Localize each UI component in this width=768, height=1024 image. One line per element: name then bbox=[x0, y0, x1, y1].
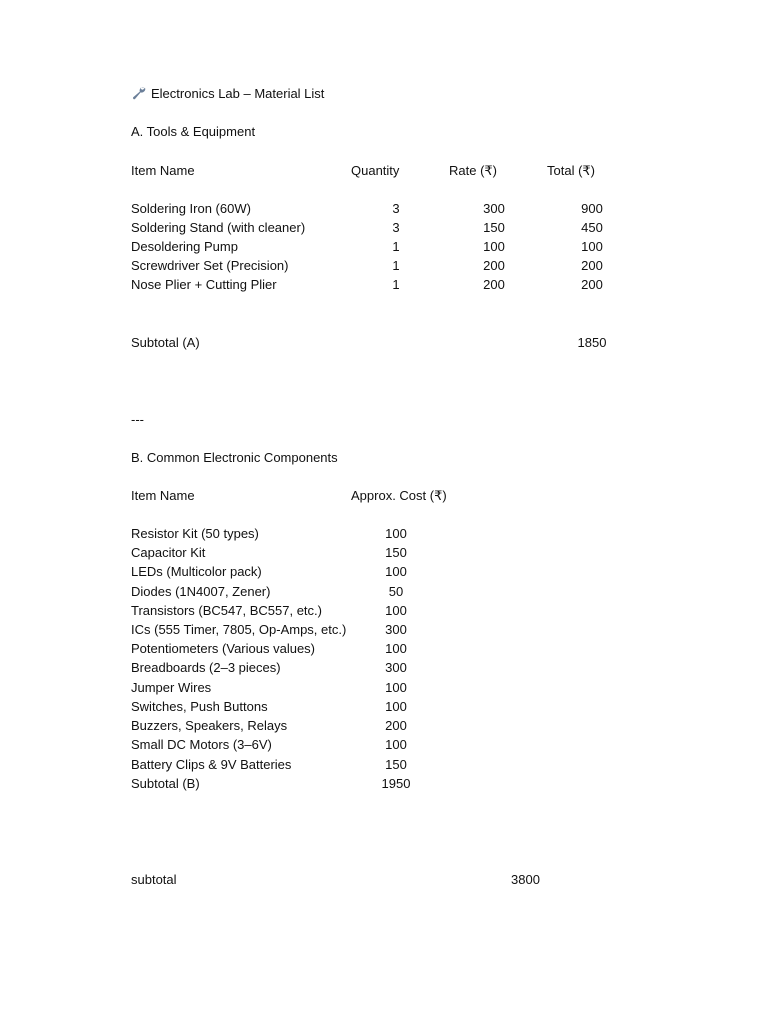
column-header-item-name: Item Name bbox=[131, 163, 195, 178]
subtotal-a-value: 1850 bbox=[577, 335, 607, 350]
item-quantity: 1 bbox=[392, 258, 400, 273]
item-name: Screwdriver Set (Precision) bbox=[131, 258, 289, 273]
column-header-quantity: Quantity bbox=[351, 163, 400, 178]
item-name: Small DC Motors (3–6V) bbox=[131, 737, 272, 752]
item-quantity: 1 bbox=[392, 277, 400, 292]
item-cost: 100 bbox=[385, 699, 407, 714]
item-total: 200 bbox=[581, 258, 603, 273]
item-name: Battery Clips & 9V Batteries bbox=[131, 757, 292, 772]
item-quantity: 3 bbox=[392, 201, 400, 216]
item-name: Resistor Kit (50 types) bbox=[131, 526, 259, 541]
item-rate: 300 bbox=[483, 201, 505, 216]
item-cost: 200 bbox=[385, 718, 407, 733]
item-name: Capacitor Kit bbox=[131, 545, 206, 560]
item-name: Soldering Iron (60W) bbox=[131, 201, 251, 216]
subtotal-b-value: 1950 bbox=[381, 776, 411, 791]
item-total: 100 bbox=[581, 239, 603, 254]
grand-total-label: subtotal bbox=[131, 872, 177, 887]
item-name: ICs (555 Timer, 7805, Op-Amps, etc.) bbox=[131, 622, 347, 637]
wrench-icon bbox=[131, 86, 147, 100]
item-cost: 100 bbox=[385, 737, 407, 752]
item-total: 200 bbox=[581, 277, 603, 292]
subtotal-b-label: Subtotal (B) bbox=[131, 776, 200, 791]
item-quantity: 3 bbox=[392, 220, 400, 235]
item-name: Switches, Push Buttons bbox=[131, 699, 268, 714]
column-header-rate: Rate (₹) bbox=[449, 163, 498, 178]
item-cost: 300 bbox=[385, 622, 407, 637]
item-name: Nose Plier + Cutting Plier bbox=[131, 277, 277, 292]
subtotal-a-label: Subtotal (A) bbox=[131, 335, 200, 350]
item-name: Transistors (BC547, BC557, etc.) bbox=[131, 603, 322, 618]
item-cost: 100 bbox=[385, 680, 407, 695]
column-header-approx-cost: Approx. Cost (₹) bbox=[351, 488, 447, 503]
item-total: 450 bbox=[581, 220, 603, 235]
section-a-heading: A. Tools & Equipment bbox=[131, 124, 256, 139]
document-title bbox=[131, 86, 324, 102]
section-separator: --- bbox=[131, 412, 144, 427]
item-rate: 150 bbox=[483, 220, 505, 235]
document-title-text: Electronics Lab – Material List bbox=[151, 86, 325, 101]
item-name: Soldering Stand (with cleaner) bbox=[131, 220, 306, 235]
item-cost: 150 bbox=[385, 545, 407, 560]
column-header-item-name: Item Name bbox=[131, 488, 195, 503]
section-b-heading: B. Common Electronic Components bbox=[131, 450, 338, 465]
item-rate: 200 bbox=[483, 277, 505, 292]
item-name: Jumper Wires bbox=[131, 680, 212, 695]
item-cost: 100 bbox=[385, 564, 407, 579]
item-cost: 100 bbox=[385, 603, 407, 618]
item-name: Diodes (1N4007, Zener) bbox=[131, 584, 271, 599]
item-rate: 200 bbox=[483, 258, 505, 273]
item-cost: 50 bbox=[388, 584, 404, 599]
item-name: Buzzers, Speakers, Relays bbox=[131, 718, 288, 733]
item-cost: 100 bbox=[385, 641, 407, 656]
item-cost: 300 bbox=[385, 660, 407, 675]
item-total: 900 bbox=[581, 201, 603, 216]
item-name: Potentiometers (Various values) bbox=[131, 641, 316, 656]
grand-total-value: 3800 bbox=[511, 872, 540, 887]
item-name: LEDs (Multicolor pack) bbox=[131, 564, 262, 579]
item-quantity: 1 bbox=[392, 239, 400, 254]
item-name: Breadboards (2–3 pieces) bbox=[131, 660, 281, 675]
item-cost: 150 bbox=[385, 757, 407, 772]
item-cost: 100 bbox=[385, 526, 407, 541]
item-name: Desoldering Pump bbox=[131, 239, 238, 254]
column-header-total: Total (₹) bbox=[547, 163, 596, 178]
item-rate: 100 bbox=[483, 239, 505, 254]
